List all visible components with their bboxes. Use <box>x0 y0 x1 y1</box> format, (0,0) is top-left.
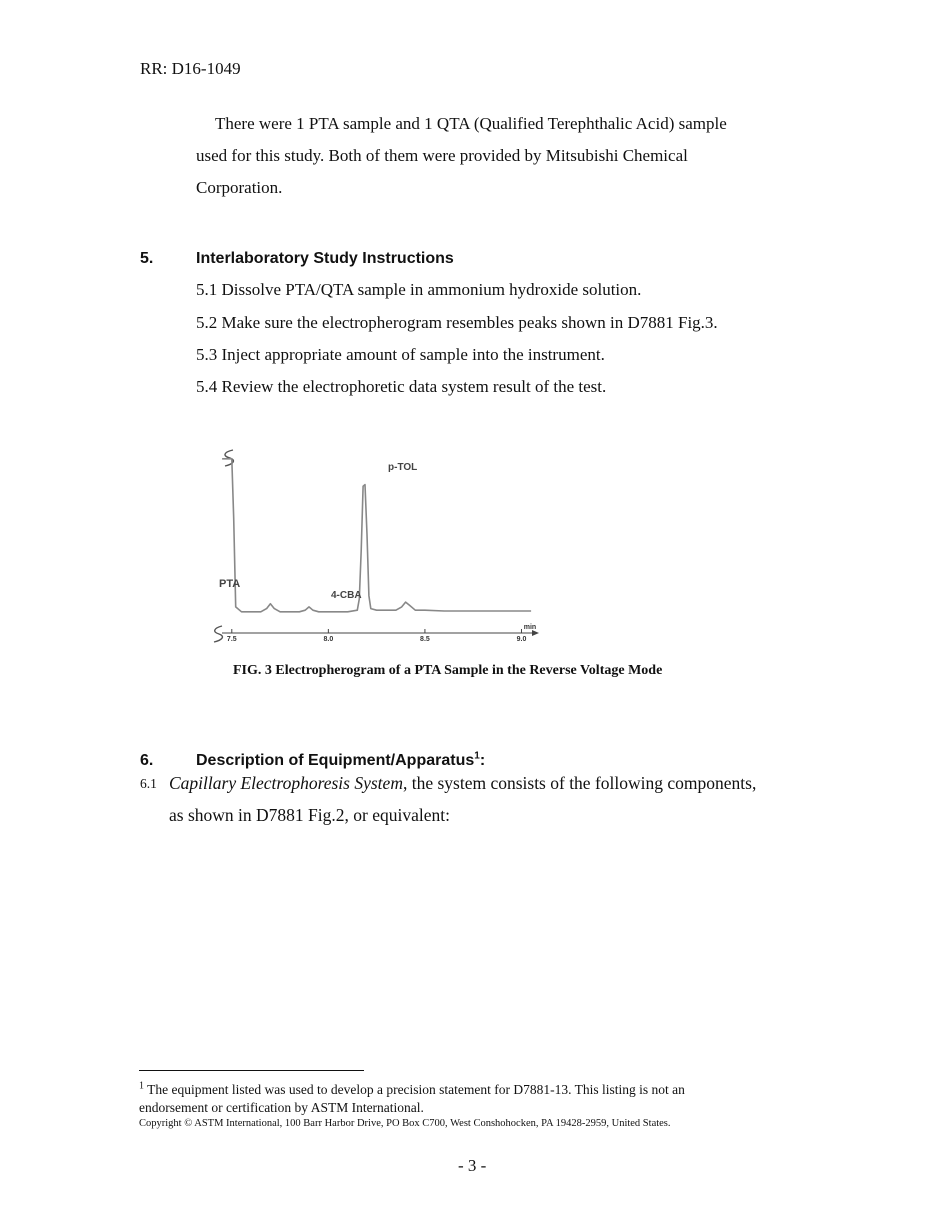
intro-line-2: used for this study. Both of them were provided by Mitsubishi Chemical <box>196 146 688 165</box>
x-tick-label-2: 8.5 <box>420 636 430 643</box>
label-pta: PTA <box>219 578 241 590</box>
item-6-1-term: Capillary Electrophoresis System <box>169 773 403 793</box>
x-tick-label-0: 7.5 <box>226 636 237 643</box>
footnote-line-1 <box>139 1082 685 1098</box>
section5-item-3: 5.3 Inject appropriate amount of sample into the instrument. <box>196 345 605 364</box>
electropherogram-chart <box>200 440 560 650</box>
section6-number: 6. <box>140 752 154 769</box>
intro-line-3: Corporation. <box>196 178 283 197</box>
intro-line-1: There were 1 PTA sample and 1 QTA (Qualified Terephthalic Acid) sample <box>215 114 727 133</box>
page-header: RR: D16-1049 <box>140 59 241 78</box>
footnote-marker: 1 <box>139 1080 144 1092</box>
section5-title: Interlaboratory Study Instructions <box>196 250 454 267</box>
item-6-1-line-2: as shown in D7881 Fig.2, or equivalent: <box>169 805 450 825</box>
label-ptol: p-TOL <box>388 462 418 473</box>
section6-footnote-ref[interactable]: 1 <box>474 750 480 762</box>
page-number: - 3 - <box>458 1156 487 1175</box>
item-6-1-text: , the system consists of the following components, <box>402 773 757 793</box>
item-6-1-line-1 <box>169 773 756 794</box>
section6-heading <box>196 752 485 770</box>
x-tick-label-1: 8.0 <box>323 636 334 643</box>
series-pta-line <box>222 459 531 612</box>
section5-item-1: 5.1 Dissolve PTA/QTA sample in ammonium hydroxide solution. <box>196 280 642 299</box>
figure-caption: FIG. 3 Electropherogram of a PTA Sample in the Reverse Voltage Mode <box>233 663 663 678</box>
section5-item-4: 5.4 Review the electrophoretic data system result of the test. <box>196 377 607 396</box>
section5-item-2: 5.2 Make sure the electropherogram resembles peaks shown in D7881 Fig.3. <box>196 313 718 332</box>
axis-break-bottom <box>214 626 222 642</box>
section5-number: 5. <box>140 250 154 267</box>
section6-title: Description of Equipment/Apparatus <box>196 752 475 769</box>
item-6-1-number: 6.1 <box>140 776 157 791</box>
copyright-notice: Copyright © ASTM International, 100 Barr Harbor Drive, PO Box C700, West Conshohocken, PA 19428-2959, United States. <box>139 1118 671 1129</box>
section6-colon: : <box>479 752 486 769</box>
x-axis-label: min <box>523 624 537 631</box>
footnote-divider <box>139 1070 364 1071</box>
footnote-text-1: The equipment listed was used to develop a precision statement for D7881-13. This listing is not an <box>144 1082 685 1097</box>
footnote-line-2: endorsement or certification by ASTM International. <box>139 1100 424 1115</box>
label-4cba: 4-CBA <box>331 590 362 601</box>
x-tick-label-3: 9.0 <box>516 636 527 643</box>
